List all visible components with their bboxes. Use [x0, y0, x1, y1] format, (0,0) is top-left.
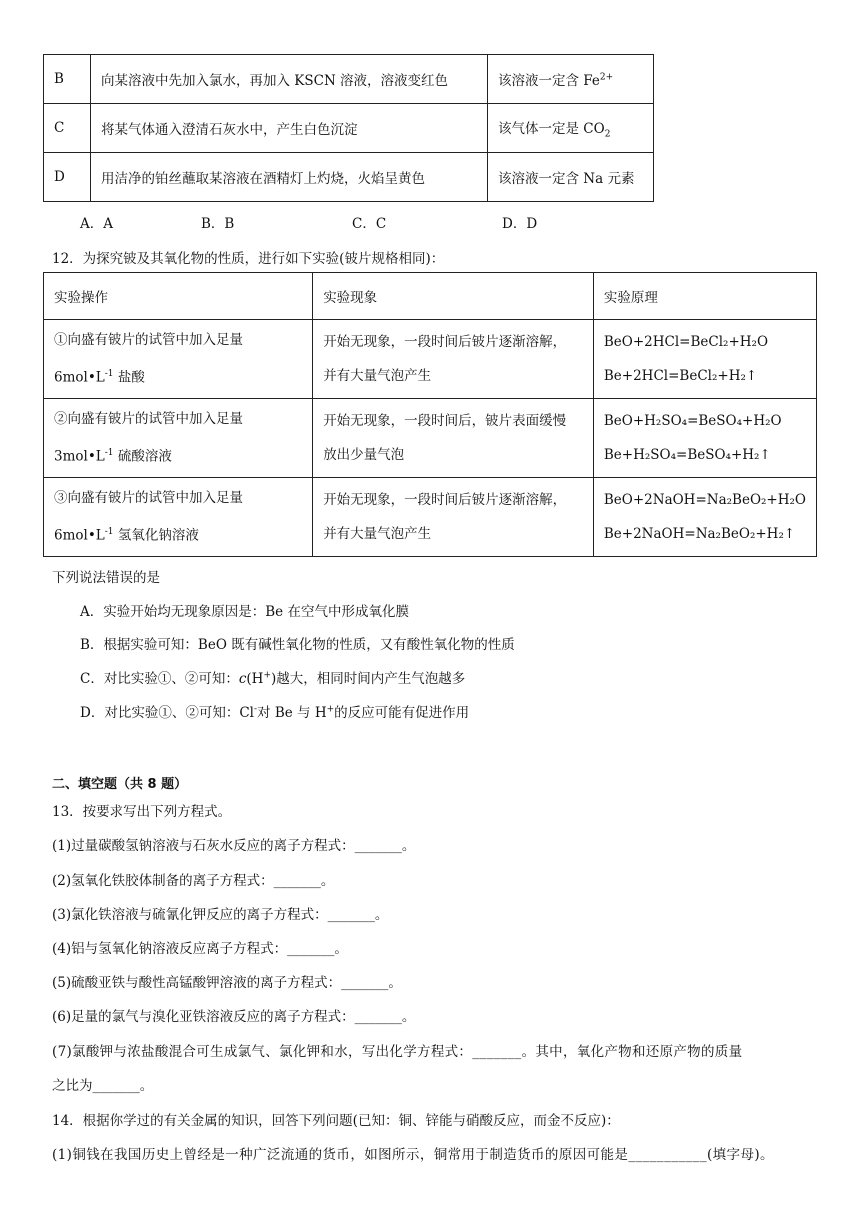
option-b[interactable]: B．B — [201, 216, 235, 232]
equation-2: Be+2HCl=BeCl₂+H₂↑ — [603, 368, 758, 384]
section-heading: 二、填空题（共 8 题） — [52, 777, 188, 792]
q13-item: (5)硫酸亚铁与酸性高锰酸钾溶液的离子方程式：_______。 — [52, 975, 402, 991]
option-text: 对 Be 与 H — [257, 705, 327, 721]
table-row — [44, 399, 817, 478]
table-row — [44, 55, 654, 104]
concentration: 3mol•L — [54, 448, 105, 465]
concentration: 6mol•L — [54, 527, 105, 544]
phenomenon-cell — [313, 478, 594, 557]
option-text: 的反应可能有促进作用 — [334, 705, 470, 721]
unit-sup: -1 — [104, 448, 114, 459]
conclusion-text: 该溶液一定含 Fe — [498, 73, 600, 89]
table-header-row — [44, 273, 817, 320]
conclusion-text: 该气体一定是 CO — [498, 120, 605, 137]
q13-stem: 13．按要求写出下列方程式。 — [52, 804, 232, 820]
option-a[interactable]: A．A — [80, 216, 113, 232]
operation-line2 — [54, 436, 302, 474]
charge-sup: - — [253, 704, 258, 715]
q13-item: (1)过量碳酸氢钠溶液与石灰水反应的离子方程式：_______。 — [52, 838, 416, 854]
operation-line1: ①向盛有铍片的试管中加入足量 — [54, 332, 243, 349]
charge-sup: 2+ — [599, 72, 614, 83]
phenomenon-cell — [313, 320, 594, 399]
operation-cell — [44, 478, 313, 557]
col-header-phenomenon: 实验现象 — [313, 273, 594, 320]
option-c[interactable]: C．C — [352, 216, 387, 232]
concentration-symbol: c — [238, 671, 247, 687]
reagent: 盐酸 — [113, 369, 145, 386]
operation-cell: 将某气体通入澄清石灰水中，产生白色沉淀 — [91, 104, 488, 153]
conclusion-cell — [488, 104, 654, 153]
row-label: D — [44, 153, 91, 202]
q11-table — [43, 54, 654, 202]
phenomenon-line2: 并有大量气泡产生 — [323, 368, 432, 384]
operation-line2 — [54, 357, 302, 395]
reagent: 硫酸溶液 — [113, 448, 172, 465]
phenomenon-line1: 开始无现象，一段时间后铍片逐渐溶解， — [323, 334, 567, 350]
phenomenon-line2: 并有大量气泡产生 — [323, 526, 432, 542]
unit-sup: -1 — [104, 527, 114, 538]
equation-1: BeO+2HCl=BeCl₂+H₂O — [603, 334, 769, 350]
subscript: 2 — [604, 129, 611, 140]
phenomenon-line2: 放出少量气泡 — [323, 447, 405, 463]
phenomenon-line1: 开始无现象，一段时间后铍片逐渐溶解， — [323, 492, 567, 508]
conclusion-cell: 该溶液一定含 Na 元素 — [488, 153, 654, 202]
operation-line1: ②向盛有铍片的试管中加入足量 — [54, 411, 243, 428]
operation-cell: 用洁净的铂丝蘸取某溶液在酒精灯上灼烧，火焰呈黄色 — [91, 153, 488, 202]
charge-sup: + — [263, 670, 271, 681]
table-row — [44, 104, 654, 153]
q13-item: (3)氯化铁溶液与硫氰化钾反应的离子方程式：_______。 — [52, 907, 389, 923]
concentration: 6mol•L — [54, 369, 105, 386]
equation-1: BeO+2NaOH=Na₂BeO₂+H₂O — [603, 492, 806, 508]
option-text: )越大，相同时间内产生气泡越多 — [271, 671, 466, 687]
equation-1: BeO+H₂SO₄=BeSO₄+H₂O — [603, 413, 782, 429]
unit-sup: -1 — [104, 369, 114, 380]
phenomenon-cell — [313, 399, 594, 478]
q14-item: (1)铜钱在我国历史上曾经是一种广泛流通的货币，如图所示，铜常用于制造货币的原因可能是___________(填字母)。 — [52, 1147, 774, 1163]
row-label: C — [44, 104, 91, 153]
charge-sup: + — [326, 704, 335, 715]
q12-prompt: 下列说法错误的是 — [52, 570, 160, 586]
equation-2: Be+2NaOH=Na₂BeO₂+H₂↑ — [603, 526, 796, 542]
table-row — [44, 478, 817, 557]
q13-item: (2)氢氧化铁胶体制备的离子方程式：_______。 — [52, 873, 335, 889]
conclusion-cell — [488, 55, 654, 104]
row-label: B — [44, 55, 91, 104]
operation-cell: 向某溶液中先加入氯水，再加入 KSCN 溶液，溶液变红色 — [91, 55, 488, 104]
table-row — [44, 153, 654, 202]
q12-table — [43, 272, 817, 557]
equation-2: Be+H₂SO₄=BeSO₄+H₂↑ — [603, 447, 771, 463]
operation-cell — [44, 320, 313, 399]
option-text: D．对比实验①、②可知：Cl — [80, 705, 254, 721]
q12-option-b[interactable]: B．根据实验可知：BeO 既有碱性氧化物的性质，又有酸性氧化物的性质 — [80, 637, 515, 653]
principle-cell — [593, 320, 816, 399]
q12-option-a[interactable]: A．实验开始均无现象原因是：Be 在空气中形成氧化膜 — [80, 604, 409, 620]
col-header-operation: 实验操作 — [44, 273, 313, 320]
phenomenon-line1: 开始无现象，一段时间后，铍片表面缓慢 — [323, 413, 567, 429]
q13-item: (4)铝与氢氧化钠溶液反应离子方程式：_______。 — [52, 941, 348, 957]
principle-cell — [593, 478, 816, 557]
operation-line2 — [54, 515, 302, 553]
operation-line1: ③向盛有铍片的试管中加入足量 — [54, 490, 243, 507]
q12-stem: 12．为探究铍及其氧化物的性质，进行如下实验(铍片规格相同)： — [52, 251, 445, 267]
option-text: (H — [246, 671, 264, 687]
q13-item: 之比为_______。 — [52, 1078, 154, 1094]
q13-item: (6)足量的氯气与溴化亚铁溶液反应的离子方程式：_______。 — [52, 1009, 416, 1025]
q14-stem: 14．根据你学过的有关金属的知识，回答下列问题(已知：铜、锌能与硝酸反应，而金不反应)： — [52, 1113, 620, 1129]
q13-item: (7)氯酸钾与浓盐酸混合可生成氯气、氯化钾和水，写出化学方程式：_______。其中，氧化产物和还原产物的质量 — [52, 1044, 743, 1060]
principle-cell — [593, 399, 816, 478]
table-row — [44, 320, 817, 399]
q12-option-d[interactable] — [80, 701, 469, 721]
q12-option-c[interactable] — [80, 667, 465, 687]
option-d[interactable]: D．D — [502, 216, 538, 232]
option-text: C．对比实验①、②可知： — [80, 671, 239, 687]
col-header-principle: 实验原理 — [593, 273, 816, 320]
reagent: 氢氧化钠溶液 — [113, 527, 199, 544]
operation-cell — [44, 399, 313, 478]
